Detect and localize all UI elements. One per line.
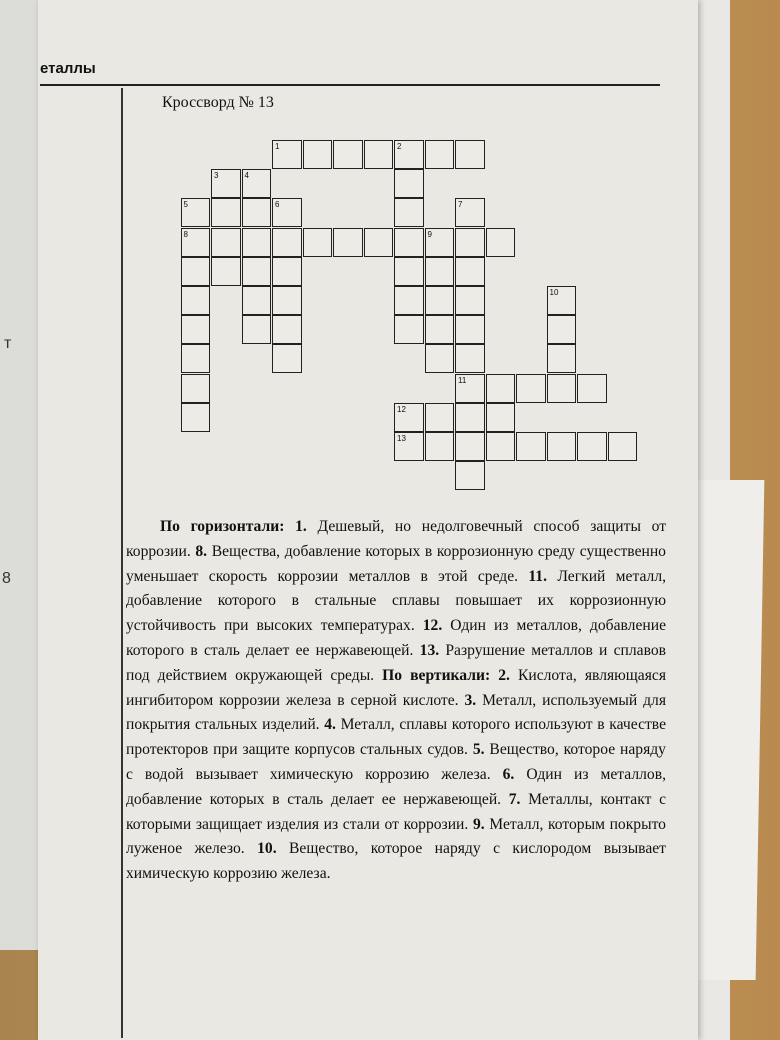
- clue-down-7: Металлы, контакт с которыми защищает изделия из стали от коррозии.: [126, 790, 667, 833]
- clue-number: 8.: [195, 542, 208, 560]
- cell-number: 4: [244, 171, 249, 181]
- clue-number: 12.: [422, 617, 443, 635]
- crossword-cell: [242, 315, 272, 344]
- clue-number: 10.: [257, 840, 277, 858]
- crossword-cell: [242, 198, 272, 227]
- crossword-cell: [516, 374, 546, 403]
- clue-down-5: Вещество, которое наряду с водой вызывает химическую коррозию железа.: [126, 741, 666, 783]
- clue-number: 13.: [419, 641, 440, 659]
- clue-down-3: Металл, используемый для покрытия стальных изделий.: [126, 691, 667, 734]
- crossword-cell: [547, 315, 577, 344]
- cell-number: 8: [183, 229, 188, 239]
- crossword-cell: [455, 374, 485, 403]
- crossword-cell: [333, 140, 363, 169]
- clue-across-13: Разрушение металлов и сплавов под действием окружающей среды.: [126, 641, 666, 684]
- crossword-cell: [242, 169, 272, 198]
- crossword-cell: [486, 374, 516, 403]
- crossword-cell: [272, 228, 302, 257]
- down-label: По вертикали:: [382, 666, 491, 684]
- cell-number: 7: [458, 200, 463, 210]
- crossword-cell: [547, 344, 577, 373]
- crossword-cell: [394, 403, 424, 432]
- crossword-cell: [303, 228, 333, 257]
- crossword-cell: [181, 374, 211, 403]
- cell-number: 5: [183, 200, 188, 210]
- clues-paragraph: [126, 515, 666, 887]
- crossword-cell: [455, 344, 485, 373]
- clue-number: 5.: [472, 741, 485, 759]
- crossword-cell: [242, 228, 272, 257]
- crossword-cell: [547, 374, 577, 403]
- crossword-cell: [364, 140, 394, 169]
- crossword-cell: [455, 140, 485, 169]
- crossword-cell: [394, 140, 424, 169]
- crossword-cell: [211, 228, 241, 257]
- crossword-cell: [486, 228, 516, 257]
- crossword-cell: [547, 432, 577, 461]
- scrap-mark: 8: [2, 570, 11, 587]
- clue-down-6: Один из металлов, добавление которых в сталь делает ее нержавеющей.: [126, 765, 666, 808]
- clues-text: [126, 515, 666, 887]
- crossword-cell: [272, 140, 302, 169]
- crossword-cell: [211, 169, 241, 198]
- crossword-cell: [425, 403, 455, 432]
- crossword-cell: [303, 140, 333, 169]
- crossword-cell: [394, 169, 424, 198]
- crossword-cell: [608, 432, 638, 461]
- crossword-cell: [181, 257, 211, 286]
- crossword-cell: [455, 461, 485, 490]
- crossword-cell: [425, 140, 455, 169]
- crossword-cell: [394, 286, 424, 315]
- clue-down-9: Металл, которым покрыто луженое железо.: [126, 815, 666, 858]
- clue-number: 4.: [324, 716, 336, 734]
- cell-number: 1: [275, 142, 280, 151]
- crossword-cell: [455, 286, 485, 315]
- crossword-cell: [272, 315, 302, 344]
- crossword-cell: [394, 257, 424, 286]
- crossword-cell: [394, 198, 424, 227]
- crossword-cell: [577, 374, 607, 403]
- clue-across-12: Один из металлов, добавление которого в сталь делает ее нержавеющей.: [126, 617, 666, 659]
- section-title: еталлы: [40, 60, 96, 77]
- crossword-cell: [394, 228, 424, 257]
- cell-number: 9: [427, 229, 432, 239]
- crossword-cell: [272, 286, 302, 315]
- crossword-cell: [425, 228, 455, 257]
- crossword-cell: [425, 315, 455, 344]
- scrap-mark-2: т: [4, 335, 12, 352]
- crossword-cell: [394, 432, 424, 461]
- crossword-cell: [455, 403, 485, 432]
- clue-down-10: Вещество, которое наряду с кислородом вызывает химическую коррозию железа.: [126, 840, 666, 883]
- crossword-cell: [486, 403, 516, 432]
- crossword-cell: [242, 286, 272, 315]
- crossword-cell: [181, 286, 211, 315]
- clue-number: 3.: [464, 691, 477, 709]
- clue-down-2: Кислота, являющаяся ингибитором коррозии железа в серной кислоте.: [126, 666, 666, 709]
- clue-number: 2.: [498, 666, 510, 684]
- crossword-cell: [364, 228, 394, 257]
- crossword-cell: [455, 257, 485, 286]
- crossword-cell: [211, 198, 241, 227]
- crossword-cell: [394, 315, 424, 344]
- clue-across-11: Легкий металл, добавление которого в стальные сплавы повышает их коррозионную устойчивость при высоких температурах.: [126, 567, 666, 635]
- crossword-cell: [455, 228, 485, 257]
- cell-number: 12: [397, 404, 406, 414]
- crossword-cell: [272, 344, 302, 373]
- cell-number: 13: [397, 434, 406, 443]
- crossword-cell: [181, 228, 211, 257]
- crossword-cell: [577, 432, 607, 461]
- crossword-cell: [547, 286, 577, 315]
- cell-number: 11: [458, 375, 467, 385]
- crossword-cell: [455, 315, 485, 344]
- crossword-cell: [211, 257, 241, 286]
- cell-number: 3: [214, 171, 219, 181]
- crossword-cell: [486, 432, 516, 461]
- cell-number: 6: [275, 200, 280, 210]
- crossword-cell: [425, 286, 455, 315]
- clue-number: 9.: [472, 815, 485, 833]
- crossword-cell: [181, 403, 211, 432]
- crossword-title: Кроссворд № 13: [162, 94, 274, 111]
- clue-down-4: Металл, сплавы которого используют в качестве протекторов при защите корпусов стальных судов.: [126, 716, 666, 759]
- clue-number: 6.: [502, 765, 515, 783]
- crossword-cell: [333, 228, 363, 257]
- clue-across-8: Вещества, добавление которых в коррозионную среду существенно уменьшает скорость коррозии металлов в этой среде.: [126, 542, 666, 585]
- crossword-cell: [242, 257, 272, 286]
- crossword-cell: [425, 257, 455, 286]
- clue-across-1: Дешевый, но недолговечный способ защиты от коррозии.: [126, 518, 667, 560]
- crossword-cell: [425, 344, 455, 373]
- crossword-cell: [455, 198, 485, 227]
- crossword-cell: [425, 432, 455, 461]
- clue-number: 7.: [508, 790, 521, 808]
- crossword-cell: [181, 344, 211, 373]
- crossword-cell: [181, 198, 211, 227]
- crossword-cell: [272, 198, 302, 227]
- across-label: По горизонтали:: [160, 518, 285, 535]
- cell-number: 10: [549, 288, 559, 297]
- clue-number: 1.: [295, 518, 307, 535]
- clue-number: 11.: [528, 567, 548, 585]
- crossword-cell: [181, 315, 211, 344]
- cell-number: 2: [397, 142, 402, 151]
- crossword-cell: [455, 432, 485, 461]
- crossword-cell: [272, 257, 302, 286]
- crossword-cell: [516, 432, 546, 461]
